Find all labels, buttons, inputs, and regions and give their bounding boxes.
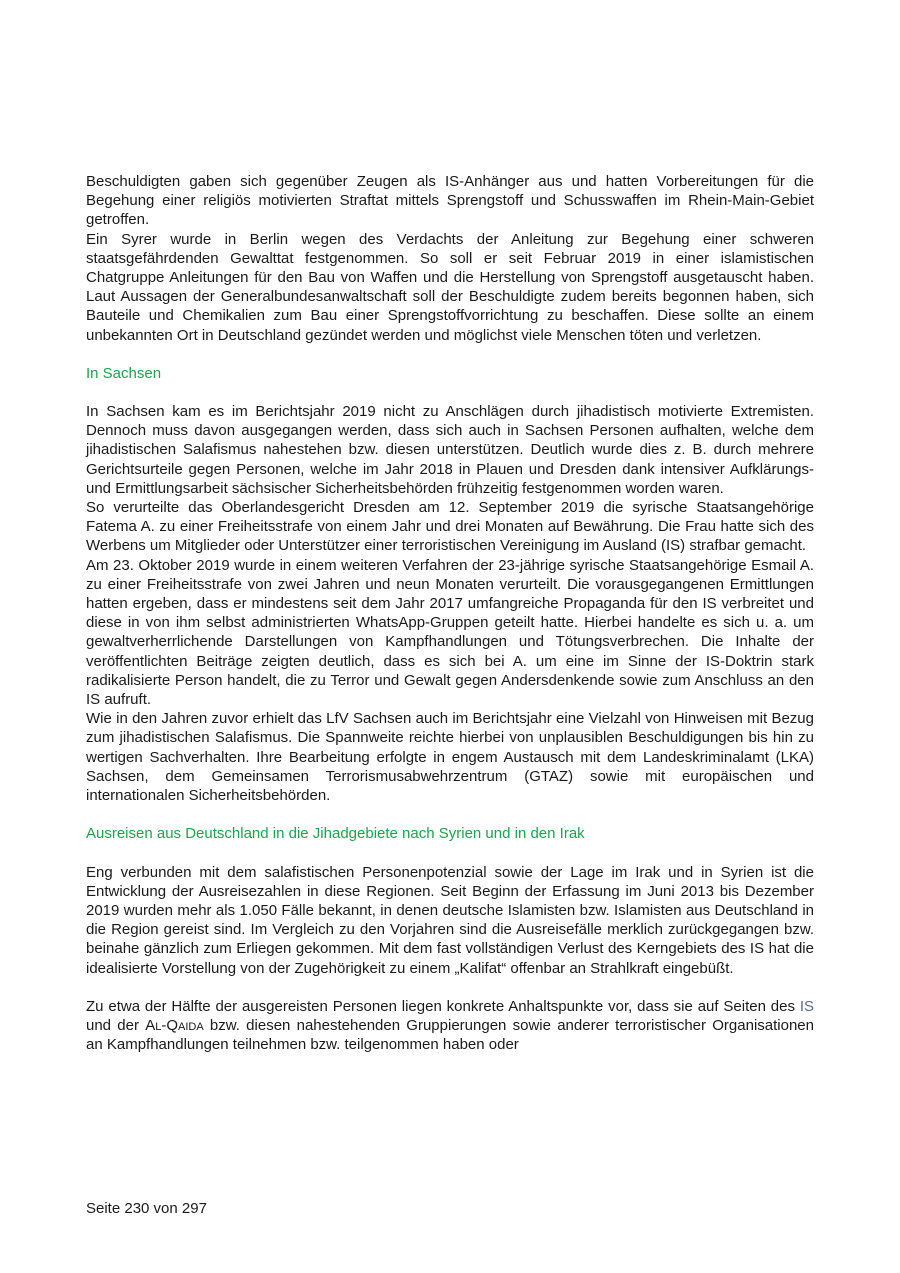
paragraph: Beschuldigten gaben sich gegenüber Zeugen als IS-Anhänger aus und hatten Vorbereitungen für die Begehung einer religiös motivierten Straftat mittels Sprengstoff und Schusswaffen im Rhein-Main-Gebiet getroffen. [86, 173, 814, 229]
section-heading-sachsen: In Sachsen [86, 364, 162, 382]
text-run: Zu etwa der Hälfte der ausgereisten Personen liegen konkrete Anhaltspunkte vor, dass sie auf Seiten des [86, 997, 800, 1015]
paragraph: So verurteilte das Oberlandesgericht Dresden am 12. September 2019 die syrische Staatsangehörige Fatema A. zu einer Freiheitsstrafe von einem Jahr und drei Monaten auf Bewährung. Die Frau hatte sich des Werbens um Mitglieder oder Unterstützer einer terroristischen Vereinigung im Ausland (IS) strafbar gemacht. [86, 499, 814, 555]
text-run: bzw. diesen nahestehenden Gruppierungen sowie anderer terroristischer Organisationen an Kampfhandlungen teilnehmen bzw. teilgenommen haben oder [86, 1016, 814, 1054]
section-heading-ausreisen: Ausreisen aus Deutschland in die Jihadgebiete nach Syrien und in den Irak [86, 825, 585, 843]
paragraph: Eng verbunden mit dem salafistischen Personenpotenzial sowie der Lage im Irak und in Syrien ist die Entwicklung der Ausreisezahlen in diese Regionen. Seit Beginn der Erfassung im Juni 2013 bis Dezember 2019 wurden mehr als 1.050 Fälle bekannt, in denen deutsche Islamisten bzw. Islamisten aus Deutschland in die Region gereist sind. Im Vergleich zu den Vorjahren sind die Ausreisefälle merklich zurückgegangen bzw. beinahe gänzlich zum Erliegen gekommen. Mit dem fast vollständigen Verlust des Kerngebiets des IS hat die idealisierte Vorstellung von der Zugehörigkeit zu einem „Kalifat“ offenbar an Strahlkraft eingebüßt. [86, 863, 814, 977]
paragraph: In Sachsen kam es im Berichtsjahr 2019 nicht zu Anschlägen durch jihadistisch motivierte Extremisten. Dennoch muss davon ausgegangen werden, dass sich auch in Sachsen Personen aufhalten, welche dem jihadistischen Salafismus nahestehen bzw. diesen unterstützen. Deutlich wurde dies z. B. durch mehrere Gerichtsurteile gegen Personen, welche im Jahr 2018 in Plauen und Dresden dank intensiver Aufklärungs- und Ermittlungsarbeit sächsischer Sicherheitsbehörden frühzeitig festgenommen worden waren. [86, 403, 814, 497]
paragraph: Wie in den Jahren zuvor erhielt das LfV Sachsen auch im Berichtsjahr eine Vielzahl von Hinweisen mit Bezug zum jihadistischen Salafismus. Die Spannweite reichte hierbei von unplausiblen Beschuldigungen bis hin zu wertigen Sachverhalten. Ihre Bearbeitung erfolgte in engem Austausch mit dem Landeskriminalamt (LKA) Sachsen, dem Gemeinsamen Terrorismusabwehrzentrum (GTAZ) sowie mit europäischen und internationalen Sicherheitsbehörden. [86, 710, 814, 805]
text-run: und der [86, 1016, 146, 1034]
small-caps-alqaida: Al-Qaida [145, 1016, 204, 1034]
paragraph: Am 23. Oktober 2019 wurde in einem weiteren Verfahren der 23-jährige syrische Staatsangehörige Esmail A. zu einer Freiheitsstrafe von zwei Jahren und neun Monaten verurteilt. Die vorausgegangenen Ermittlungen hatten ergeben, dass er mindestens seit dem Jahr 2017 umfangreiche Propaganda für den IS verbreitet und diese in von ihm selbst administrierten WhatsApp-Gruppen geteilt hatte. Hierbei handelte es sich u. a. um gewaltverherrlichende Darstellungen von Kampfhandlungen und Tötungsverbrechen. Die Inhalte der veröffentlichten Beiträge zeigten deutlich, dass es sich bei A. um eine im Sinne der IS-Doktrin stark radikalisierte Person handelt, die zu Terror und Gewalt gegen Andersdenkende sowie zum Anschluss an den IS aufruft. [86, 556, 814, 709]
page-body [86, 172, 814, 1054]
highlight-is: IS [799, 997, 814, 1015]
page-number: Seite 230 von 297 [86, 1200, 207, 1217]
paragraph [86, 997, 814, 1055]
paragraph: Ein Syrer wurde in Berlin wegen des Verdachts der Anleitung zur Begehung einer schweren staatsgefährdenden Gewalttat festgenommen. So soll er seit Februar 2019 in einer islamistischen Chatgruppe Anleitungen für den Bau von Waffen und die Herstellung von Sprengstoff ausgetauscht haben. Laut Aussagen der Generalbundesanwaltschaft soll der Beschuldigte zudem bereits begonnen haben, sich Bauteile und Chemikalien zum Bau einer Sprengstoffvorrichtung zu beschaffen. Diese sollte an einem unbekannten Ort in Deutschland gezündet werden und möglichst viele Menschen töten und verletzen. [86, 230, 814, 344]
